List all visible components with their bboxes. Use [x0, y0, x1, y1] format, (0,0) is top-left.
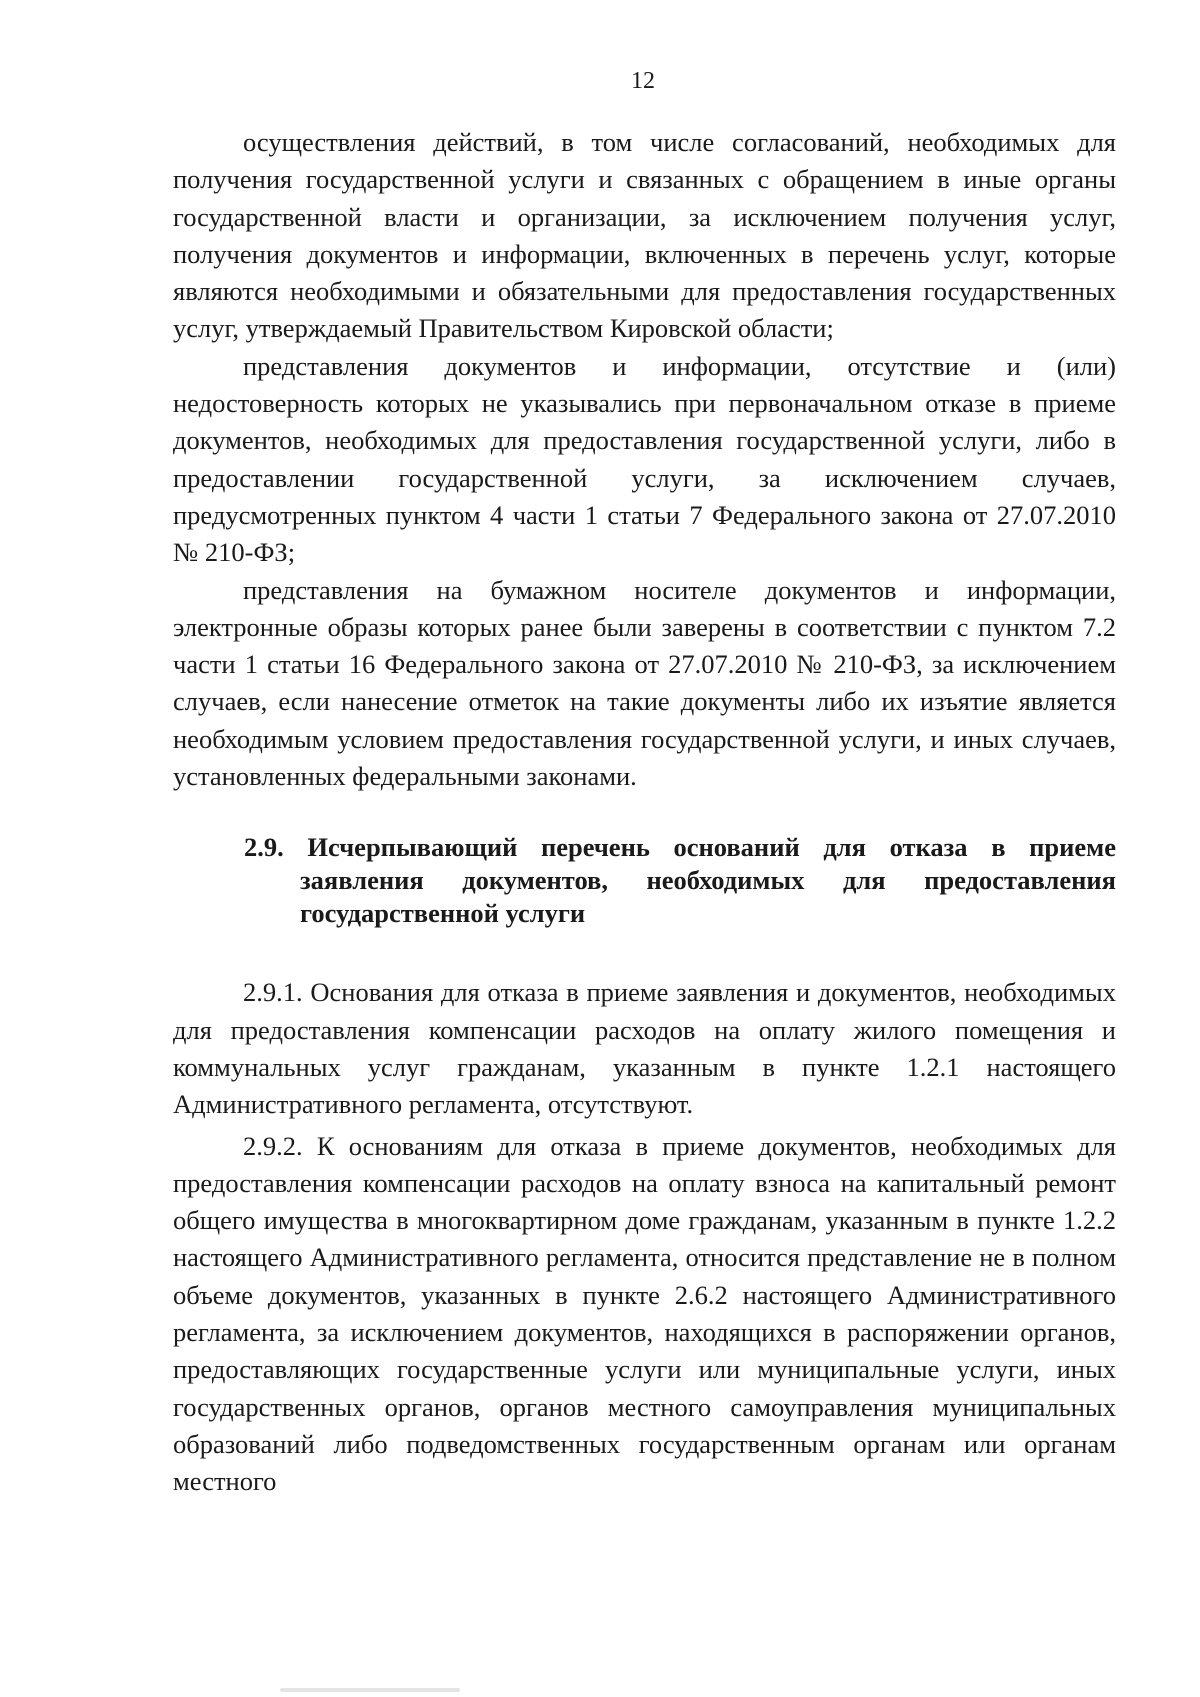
document-body — [173, 124, 1116, 1501]
paragraph-2: представления документов и информации, отсутствие и (или) недостоверность которых не указывались при первоначальном отказе в приеме документов, необходимых для предоставления государственной услуги, либо в предоставлении государственной услуги, за исключением случаев, предусмотренных пунктом 4 части 1 статьи 7 Федерального закона от 27.07.2010 № 210-ФЗ; — [173, 350, 1116, 568]
section-heading-2-9: 2.9. Исчерпывающий перечень оснований для отказа в приеме заявления документов, необходимых для предоставления государственной услуги — [244, 832, 1116, 929]
paragraph-2-9-2: 2.9.2. К основаниям для отказа в приеме документов, необходимых для предоставления компенсации расходов на оплату взноса на капитальный ремонт общего имущества в многоквартирном доме гражданам, указанным в пункте 1.2.2 настоящего Административного регламента, относится представление не в полном объеме документов, указанных в пункте 2.6.2 настоящего Административного регламента, за исключением документов, находящихся в распоряжении органов, предоставляющих государственные услуги или муниципальные услуги, иных государственных органов, органов местного самоуправления муниципальных образований либо подведомственных государственным органам или органам местного — [173, 1130, 1116, 1497]
page-number: 12 — [631, 68, 655, 94]
paragraph-2-9-1: 2.9.1. Основания для отказа в приеме заявления и документов, необходимых для предоставления компенсации расходов на оплату жилого помещения и коммунальных услуг гражданам, указанным в пункте 1.2.1 настоящего Административного регламента, отсутствуют. — [173, 977, 1116, 1120]
paragraph-3: представления на бумажном носителе документов и информации, электронные образы которых ранее были заверены в соответствии с пунктом 7.2 части 1 статьи 16 Федерального закона от 27.07.2010 № 210-ФЗ, за исключением случаев, если нанесение отметок на такие документы либо их изъятие является необходимым условием предоставления государственной услуги, и иных случаев, установленных федеральными законами. — [173, 574, 1116, 792]
scan-artifact — [280, 1688, 460, 1692]
paragraph-1: осуществления действий, в том числе согласований, необходимых для получения государственной услуги и связанных с обращением в иные органы государственной власти и организации, за исключением получения услуг, получения документов и информации, включенных в перечень услуг, которые являются необходимыми и обязательными для предоставления государственных услуг, утверждаемый Правительством Кировской области; — [173, 127, 1116, 344]
